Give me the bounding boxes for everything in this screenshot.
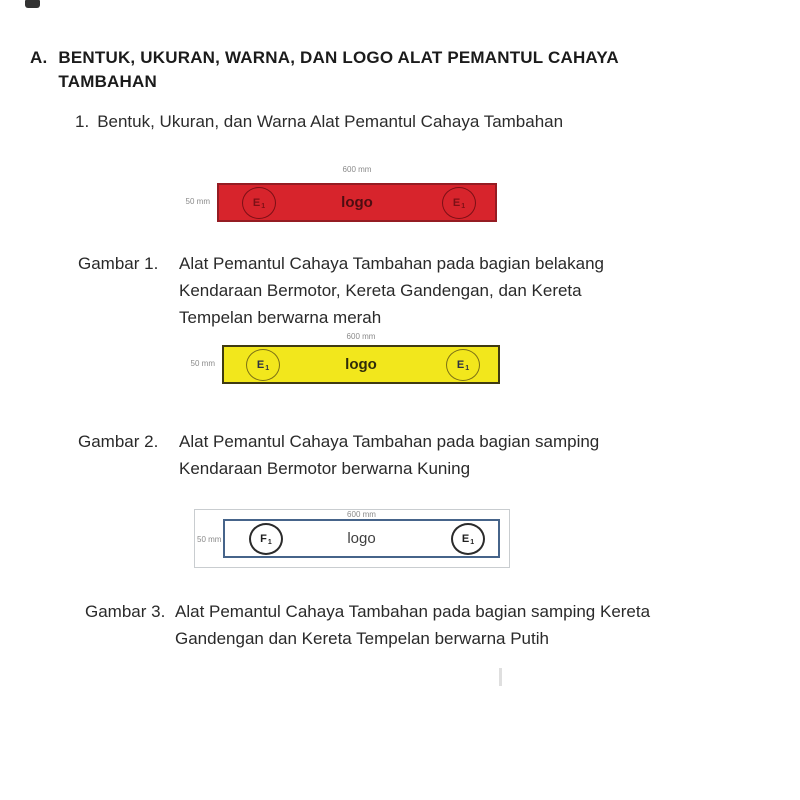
mark-letter: F xyxy=(260,533,267,545)
section-heading xyxy=(30,46,619,94)
figure-1-height-dimension-label: 50 mm xyxy=(185,197,210,206)
sub-item-title: Bentuk, Ukuran, dan Warna Alat Pemantul Cahaya Tambahan xyxy=(97,112,564,131)
figure-2-reflector-bar xyxy=(222,345,500,384)
figure-2-height-dimension-label: 50 mm xyxy=(190,359,215,368)
figure-2-right-approval-mark xyxy=(446,349,480,381)
mark-subscript: 1 xyxy=(267,538,272,546)
figure-2-caption xyxy=(78,428,599,482)
mark-letter: E xyxy=(461,533,470,545)
figure-1-logo-placeholder: logo xyxy=(341,194,373,211)
sub-item-number: 1. xyxy=(75,112,90,131)
figure-2-width-dimension-label: 600 mm xyxy=(346,332,376,341)
mark-subscript: 1 xyxy=(265,364,270,372)
section-heading-label: A. xyxy=(30,48,48,67)
mark-letter: E xyxy=(452,197,461,209)
figure-3-caption-label: Gambar 3. xyxy=(85,602,166,621)
figure-3-caption xyxy=(85,598,650,652)
figure-3-white-reflector xyxy=(194,505,516,573)
figure-1-caption-label: Gambar 1. xyxy=(78,254,159,273)
mark-subscript: 1 xyxy=(261,202,266,210)
figure-1-reflector-bar xyxy=(217,183,497,222)
sub-item-heading xyxy=(75,112,563,132)
scan-smudge xyxy=(499,668,502,686)
section-heading-line2: TAMBAHAN xyxy=(58,72,157,91)
figure-3-logo-placeholder: logo xyxy=(347,530,376,547)
figure-1-caption-text xyxy=(179,250,604,331)
figure-2-caption-text xyxy=(179,428,599,482)
mark-letter: E xyxy=(456,359,465,371)
caption-line: Tempelan berwarna merah xyxy=(179,308,382,327)
figure-1-red-reflector xyxy=(185,164,505,226)
scan-artifact xyxy=(25,0,40,8)
figure-3-caption-text xyxy=(175,598,650,652)
mark-subscript: 1 xyxy=(461,202,466,210)
figure-2-yellow-reflector xyxy=(190,331,510,393)
caption-line: Alat Pemantul Cahaya Tambahan pada bagian samping xyxy=(179,432,600,451)
caption-line: Kendaraan Bermotor, Kereta Gandengan, dan Kereta xyxy=(179,281,582,300)
section-heading-text xyxy=(58,46,618,94)
mark-letter: E xyxy=(252,197,261,209)
figure-1-caption xyxy=(78,250,604,331)
figure-3-height-dimension-label: 50 mm xyxy=(197,535,222,544)
caption-line: Gandengan dan Kereta Tempelan berwarna Putih xyxy=(175,629,549,648)
mark-subscript: 1 xyxy=(470,538,475,546)
figure-1-right-approval-mark xyxy=(442,187,476,219)
mark-subscript: 1 xyxy=(465,364,470,372)
caption-line: Alat Pemantul Cahaya Tambahan pada bagian belakang xyxy=(179,254,604,273)
figure-3-width-dimension-label: 600 mm xyxy=(347,510,376,519)
figure-2-caption-label: Gambar 2. xyxy=(78,432,159,451)
figure-1-width-dimension-label: 600 mm xyxy=(342,165,372,174)
caption-line: Alat Pemantul Cahaya Tambahan pada bagian samping Kereta xyxy=(175,602,651,621)
figure-3-reflector-bar xyxy=(223,519,500,558)
section-heading-line1: BENTUK, UKURAN, WARNA, DAN LOGO ALAT PEMANTUL CAHAYA xyxy=(58,48,619,67)
figure-3-right-approval-mark xyxy=(451,523,485,555)
figure-2-logo-placeholder: logo xyxy=(345,356,377,373)
mark-letter: E xyxy=(256,359,265,371)
caption-line: Kendaraan Bermotor berwarna Kuning xyxy=(179,459,471,478)
